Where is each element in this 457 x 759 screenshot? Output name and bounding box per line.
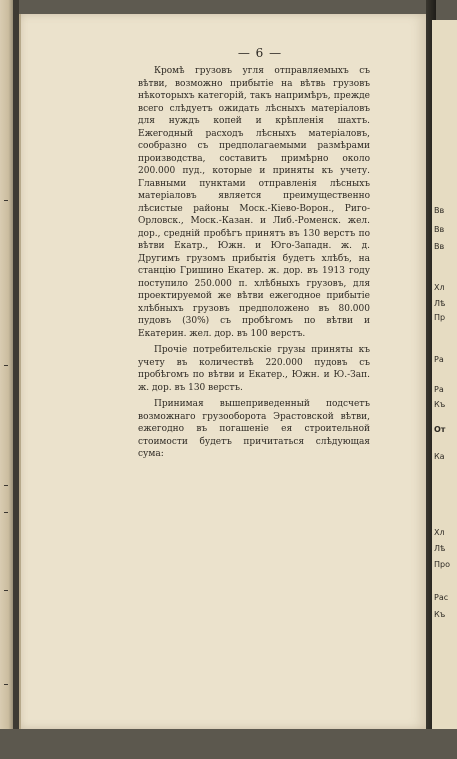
paragraph-3: Принимая вышеприведенный подсчетъ возможнаго грузооборота Эрастовской вѣтви, ежегодно въ погашенiе ея строительной стоимости будетъ причитаться слѣдующая сума:: [138, 399, 370, 459]
left-page-edge: [0, 0, 14, 759]
facing-page-fragment: Лѣ: [434, 299, 446, 308]
facing-page-fragment: Вв: [434, 242, 445, 251]
page-number: — 6 —: [237, 46, 283, 60]
page-border: [19, 14, 21, 729]
facing-page-fragment: От: [434, 425, 446, 434]
page-body: [138, 65, 370, 465]
paragraph-1: Кромѣ грузовъ угля отправляемыхъ съ вѣтви, возможно прибытiе на вѣтвь грузовъ нѣкоторыхъ категорiй, такъ напримѣръ, прежде всего слѣдуетъ ожидать лѣсныхъ матерiаловъ для нуждъ копей и крѣпленiя шахтъ. Ежегодный расходъ лѣсныхъ матерiаловъ, сообразно съ предполагаемыми размѣрами производства, составитъ примѣрно около 200.000 пуд., которые и приняты къ учету. Главными пунктами отправленiя лѣсныхъ матерiаловъ является преимущественно лѣсистые районы Моск.-Кiево-Ворон., Риго-Орловск., Моск.-Казан. и Либ.-Роменск. жел. дор., средній пробѣгъ принятъ въ 130 верстъ по вѣтви Екатр., Южн. и Юго-Западн. ж. д. Другимъ грузомъ прибытiя будетъ хлѣбъ, на станцiю Гришино Екатер. ж. дор. въ 1913 году поступило 250.000 п. хлѣбныхъ грузовъ, для проектируемой же вѣтви ежегодное прибытiе хлѣбныхъ грузовъ предположено въ 80.000 пудовъ (30%) съ пробѣгомъ по вѣтви и Екатерин. жел. дор. въ 100 верстъ.: [138, 66, 370, 339]
facing-page-fragment: Ра: [434, 355, 444, 364]
left-edge-mark: [4, 485, 8, 486]
left-edge-mark: [4, 684, 8, 685]
facing-page-fragment: Вв: [434, 225, 445, 234]
facing-page-fragment: Вв: [434, 206, 445, 215]
facing-page-fragment: Пр: [434, 313, 446, 322]
facing-page-fragment: Къ: [434, 400, 446, 409]
scan-bottom-margin: [0, 729, 457, 759]
left-edge-mark: [4, 200, 8, 201]
facing-page-fragment: Хл: [434, 528, 445, 537]
left-edge-mark: [4, 512, 8, 513]
facing-page: [432, 20, 457, 740]
facing-page-fragment: Ра: [434, 385, 444, 394]
facing-page-fragment: Рас: [434, 593, 449, 602]
left-edge-mark: [4, 590, 8, 591]
facing-page-fragment: Про: [434, 560, 450, 569]
facing-page-fragment: Хл: [434, 283, 445, 292]
facing-page-fragment: Къ: [434, 610, 446, 619]
paragraph-2: Прочiе потребительскiе грузы приняты къ учету въ количествѣ 220.000 пудовъ съ пробѣгомъ по вѣтви и Екатер., Южн. и Ю.-Зап. ж. дор. въ 130 верстъ.: [138, 345, 370, 393]
facing-page-fragment: Лѣ: [434, 544, 446, 553]
facing-page-fragment: Ка: [434, 452, 445, 461]
left-edge-mark: [4, 365, 8, 366]
